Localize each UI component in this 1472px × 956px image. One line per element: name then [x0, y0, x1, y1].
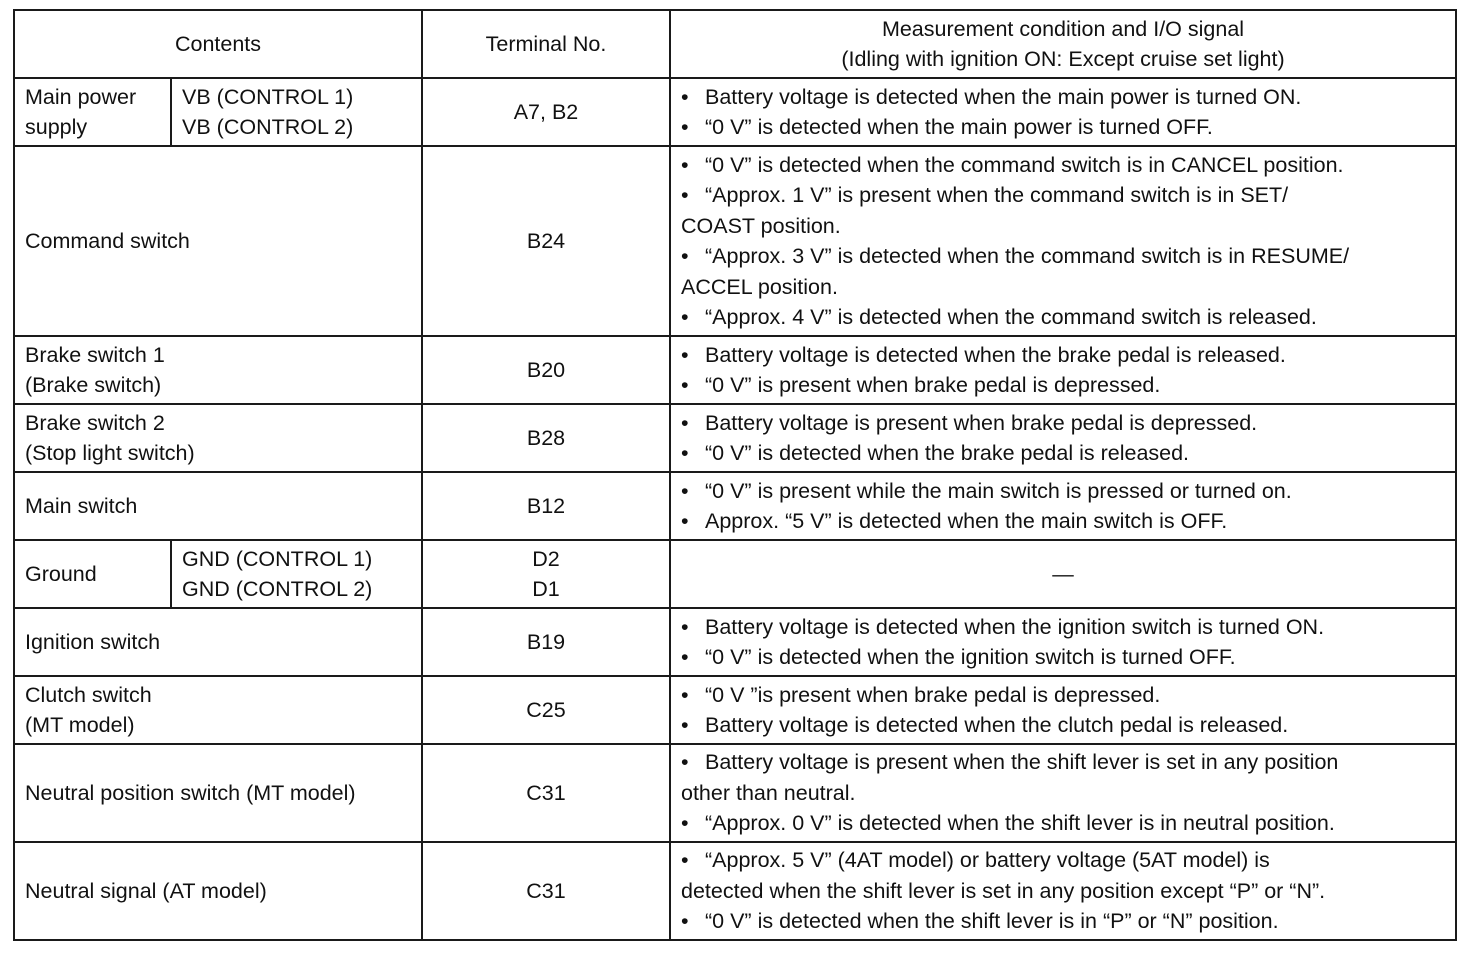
condition-cell [670, 336, 1456, 404]
table-row [14, 78, 1456, 146]
condition-continuation-text: ACCEL position. [681, 274, 838, 299]
content-cell [14, 472, 422, 540]
condition-bullet-line [681, 476, 1445, 507]
content-text: (MT model) [25, 713, 135, 737]
content-cell [14, 842, 422, 940]
content-text: Ground [25, 561, 97, 586]
condition-text: Battery voltage is detected when the main power is turned ON. [705, 84, 1302, 109]
condition-continuation-text: detected when the shift lever is set in any position except “P” or “N”. [681, 878, 1326, 903]
condition-bullet-line [681, 180, 1445, 211]
bullet-marker: • [681, 410, 689, 435]
condition-text: “0 V” is detected when the brake pedal is released. [705, 441, 1190, 465]
condition-cell [670, 78, 1456, 146]
condition-text: Battery voltage is detected when the clutch pedal is released. [705, 713, 1289, 737]
terminal-cell [422, 404, 670, 472]
bullet-marker: • [681, 848, 689, 873]
bullet-marker: • [681, 645, 689, 669]
content-sub-text: GND (CONTROL 2) [182, 577, 373, 601]
terminal-number: D1 [532, 577, 560, 601]
table-row [14, 744, 1456, 842]
condition-bullet-line [681, 150, 1445, 181]
table-row [14, 404, 1456, 472]
condition-bullet-line [681, 747, 1445, 778]
condition-cell [670, 146, 1456, 336]
bullet-marker: • [681, 115, 689, 139]
content-text: supply [25, 115, 88, 139]
table-row [14, 676, 1456, 744]
bullet-marker: • [681, 509, 689, 533]
header-measurement-line1: Measurement condition and I/O signal [881, 16, 1245, 41]
condition-cell [670, 608, 1456, 676]
bullet-marker: • [681, 441, 689, 465]
content-text: Clutch switch [25, 682, 152, 707]
bullet-marker: • [681, 750, 689, 775]
terminal-number: B19 [526, 629, 566, 654]
condition-bullet-line [681, 845, 1445, 876]
condition-bullet-line [681, 370, 1445, 401]
table-row [14, 146, 1456, 336]
condition-bullet-line [681, 340, 1445, 371]
content-cell [14, 676, 422, 744]
condition-text: “0 V” is present when brake pedal is depressed. [705, 373, 1161, 397]
content-cell [14, 78, 171, 146]
table-row [14, 842, 1456, 940]
bullet-marker: • [681, 373, 689, 397]
content-cell [14, 744, 422, 842]
bullet-marker: • [681, 84, 689, 109]
condition-cell [670, 676, 1456, 744]
condition-text: “0 V” is present while the main switch is pressed or turned on. [705, 478, 1292, 503]
condition-bullet-line [681, 710, 1445, 741]
table-row [14, 608, 1456, 676]
terminal-number: B20 [526, 357, 566, 382]
table-row [14, 336, 1456, 404]
bullet-marker: • [681, 305, 689, 329]
content-cell [14, 404, 422, 472]
terminal-cell [422, 78, 670, 146]
condition-cell [670, 744, 1456, 842]
condition-cell [670, 842, 1456, 940]
terminal-number: A7, B2 [513, 99, 579, 124]
condition-bullet-line [681, 808, 1445, 839]
terminal-cell [422, 472, 670, 540]
terminal-spec-table [13, 9, 1457, 941]
header-terminal: Terminal No. [422, 10, 670, 78]
terminal-cell [422, 146, 670, 336]
content-text: Neutral signal (AT model) [25, 878, 267, 903]
condition-text: “Approx. 3 V” is detected when the command switch is in RESUME/ [705, 244, 1350, 268]
bullet-marker: • [681, 811, 689, 836]
bullet-marker: • [681, 244, 689, 268]
condition-text: “Approx. 1 V” is present when the command switch is in SET/ [705, 183, 1289, 207]
condition-text: Battery voltage is detected when the ignition switch is turned ON. [705, 614, 1325, 639]
condition-bullet-line [681, 642, 1445, 673]
condition-bullet-line [681, 112, 1445, 143]
content-cell [14, 540, 171, 608]
content-text: (Brake switch) [25, 373, 162, 397]
terminal-cell [422, 336, 670, 404]
condition-bullet-line [681, 612, 1445, 643]
header-contents: Contents [14, 10, 422, 78]
bullet-marker: • [681, 909, 689, 934]
terminal-cell [422, 608, 670, 676]
terminal-number: C31 [526, 878, 566, 903]
terminal-cell [422, 540, 670, 608]
terminal-number: B12 [526, 493, 566, 518]
content-cell [14, 608, 422, 676]
condition-bullet-line [681, 906, 1445, 937]
condition-cell [670, 540, 1456, 608]
condition-continuation-text: COAST position. [681, 213, 841, 238]
condition-dash: — [1052, 561, 1074, 586]
terminal-cell [422, 744, 670, 842]
terminal-cell [422, 842, 670, 940]
condition-bullet-line [681, 408, 1445, 439]
bullet-marker: • [681, 342, 689, 367]
condition-text: Approx. “5 V” is detected when the main switch is OFF. [705, 509, 1228, 533]
table-row [14, 472, 1456, 540]
content-sub-cell [171, 78, 422, 146]
header-measurement-line2: (Idling with ignition ON: Except cruise set light) [841, 47, 1285, 71]
condition-bullet-line [681, 82, 1445, 113]
content-sub-cell [171, 540, 422, 608]
content-text: Brake switch 2 [25, 410, 165, 435]
content-sub-text: VB (CONTROL 1) [182, 84, 354, 109]
content-text: Main power [25, 84, 137, 109]
condition-text: “Approx. 0 V” is detected when the shift lever is in neutral position. [705, 811, 1335, 836]
condition-text: Battery voltage is present when the shift lever is set in any position [705, 750, 1339, 775]
condition-text: “Approx. 4 V” is detected when the command switch is released. [705, 305, 1317, 329]
condition-text: Battery voltage is present when brake pedal is depressed. [705, 410, 1258, 435]
condition-text: “0 V” is detected when the command switch is in CANCEL position. [705, 152, 1344, 177]
bullet-marker: • [681, 682, 689, 707]
header-measurement [670, 10, 1456, 78]
bullet-marker: • [681, 152, 689, 177]
condition-cell [670, 472, 1456, 540]
condition-bullet-line [681, 302, 1445, 333]
terminal-number: C25 [526, 697, 566, 722]
terminal-number: B28 [526, 425, 566, 450]
condition-bullet-line [681, 506, 1445, 537]
content-text: Main switch [25, 493, 138, 518]
condition-text: “0 V ”is present when brake pedal is depressed. [705, 682, 1161, 707]
table-row [14, 540, 1456, 608]
condition-text: Battery voltage is detected when the brake pedal is released. [705, 342, 1286, 367]
content-text: Command switch [25, 228, 190, 253]
condition-cell [670, 404, 1456, 472]
bullet-marker: • [681, 183, 689, 207]
condition-text: “0 V” is detected when the shift lever is in “P” or “N” position. [705, 909, 1279, 934]
condition-text: “0 V” is detected when the main power is turned OFF. [705, 115, 1213, 139]
condition-text: “Approx. 5 V” (4AT model) or battery voltage (5AT model) is [705, 848, 1270, 873]
content-text: Ignition switch [25, 629, 161, 654]
terminal-number: B24 [526, 228, 566, 253]
condition-text: “0 V” is detected when the ignition switch is turned OFF. [705, 645, 1236, 669]
header-row [14, 10, 1456, 78]
content-sub-text: GND (CONTROL 1) [182, 546, 373, 571]
condition-bullet-line [681, 680, 1445, 711]
condition-bullet-line [681, 438, 1445, 469]
terminal-number: D2 [532, 546, 560, 571]
content-text: Neutral position switch (MT model) [25, 780, 356, 805]
content-text: Brake switch 1 [25, 342, 165, 367]
content-cell [14, 336, 422, 404]
content-cell [14, 146, 422, 336]
content-sub-text: VB (CONTROL 2) [182, 115, 354, 139]
terminal-cell [422, 676, 670, 744]
terminal-number: C31 [526, 780, 566, 805]
bullet-marker: • [681, 478, 689, 503]
bullet-marker: • [681, 713, 689, 737]
condition-continuation-text: other than neutral. [681, 780, 856, 805]
content-text: (Stop light switch) [25, 441, 195, 465]
table-body [14, 78, 1456, 940]
condition-bullet-line [681, 241, 1445, 272]
bullet-marker: • [681, 614, 689, 639]
